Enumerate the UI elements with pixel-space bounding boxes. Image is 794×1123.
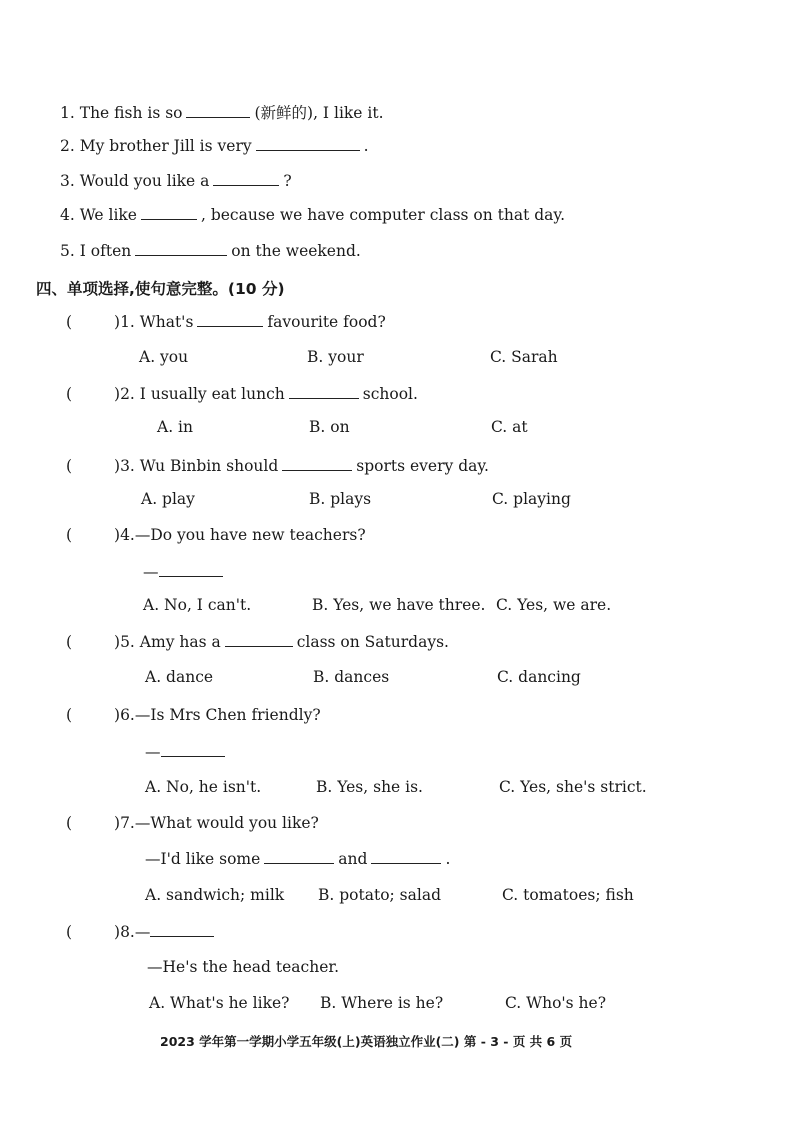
option-b[interactable]: B. potato; salad	[318, 886, 441, 904]
question-1: ( )1. What's favourite food?	[66, 313, 386, 331]
answer-blank[interactable]	[197, 312, 263, 327]
answer-blank[interactable]	[135, 241, 227, 256]
option-c[interactable]: C. at	[491, 418, 528, 436]
answer-blank[interactable]	[256, 136, 360, 151]
answer-blank[interactable]	[159, 562, 223, 577]
option-b[interactable]: B. Yes, we have three.	[312, 596, 486, 614]
option-b[interactable]: B. on	[309, 418, 350, 436]
question-4-reply: —	[143, 562, 227, 581]
option-a[interactable]: A. No, I can't.	[143, 596, 252, 614]
fill-item-3: 3. Would you like a ?	[60, 172, 292, 190]
option-c[interactable]: C. playing	[492, 490, 571, 508]
option-c[interactable]: C. Who's he?	[505, 994, 607, 1012]
section-4-heading: 四、单项选择,使句意完整。(10 分)	[36, 280, 285, 298]
option-c[interactable]: C. dancing	[497, 668, 581, 686]
option-c[interactable]: C. tomatoes; fish	[502, 886, 634, 904]
question-7-reply: —I'd like some and .	[145, 850, 451, 868]
question-2: ( )2. I usually eat lunch school.	[66, 385, 418, 403]
question-3: ( )3. Wu Binbin should sports every day.	[66, 457, 489, 475]
option-c[interactable]: C. Yes, we are.	[496, 596, 612, 614]
option-b[interactable]: B. plays	[309, 490, 372, 508]
option-b[interactable]: B. Yes, she is.	[316, 778, 423, 796]
answer-blank[interactable]	[186, 103, 250, 118]
option-a[interactable]: A. sandwich; milk	[145, 886, 285, 904]
option-a[interactable]: A. dance	[145, 668, 214, 686]
page-footer: 2023 学年第一学期小学五年级(上)英语独立作业(二) 第 - 3 - 页 共 6 页	[160, 1034, 573, 1049]
answer-blank[interactable]	[264, 849, 334, 864]
option-a[interactable]: A. in	[157, 418, 193, 436]
answer-blank[interactable]	[289, 384, 359, 399]
question-5: ( )5. Amy has a class on Saturdays.	[66, 633, 449, 651]
answer-blank[interactable]	[282, 456, 352, 471]
fill-item-2: 2. My brother Jill is very .	[60, 137, 369, 155]
answer-blank[interactable]	[161, 742, 225, 757]
option-b[interactable]: B. Where is he?	[320, 994, 444, 1012]
question-6: ( )6.—Is Mrs Chen friendly?	[66, 706, 321, 724]
option-a[interactable]: A. No, he isn't.	[145, 778, 262, 796]
option-b[interactable]: B. dances	[313, 668, 390, 686]
question-8: ( )8.—	[66, 922, 218, 941]
option-a[interactable]: A. you	[139, 348, 189, 366]
option-c[interactable]: C. Yes, she's strict.	[499, 778, 647, 796]
fill-item-1: 1. The fish is so (新鲜的), I like it.	[60, 104, 384, 122]
question-8-reply: —He's the head teacher.	[147, 958, 340, 976]
question-6-reply: —	[145, 742, 229, 761]
option-b[interactable]: B. your	[307, 348, 364, 366]
fill-item-4: 4. We like , because we have computer class on that day.	[60, 206, 566, 224]
answer-blank[interactable]	[141, 205, 197, 220]
answer-blank[interactable]	[150, 922, 214, 937]
answer-blank[interactable]	[225, 632, 293, 647]
answer-blank[interactable]	[213, 171, 279, 186]
question-7: ( )7.—What would you like?	[66, 814, 319, 832]
option-a[interactable]: A. What's he like?	[149, 994, 290, 1012]
option-a[interactable]: A. play	[141, 490, 195, 508]
fill-item-5: 5. I often on the weekend.	[60, 242, 361, 260]
answer-blank[interactable]	[371, 849, 441, 864]
question-4: ( )4.—Do you have new teachers?	[66, 526, 366, 544]
option-c[interactable]: C. Sarah	[490, 348, 558, 366]
